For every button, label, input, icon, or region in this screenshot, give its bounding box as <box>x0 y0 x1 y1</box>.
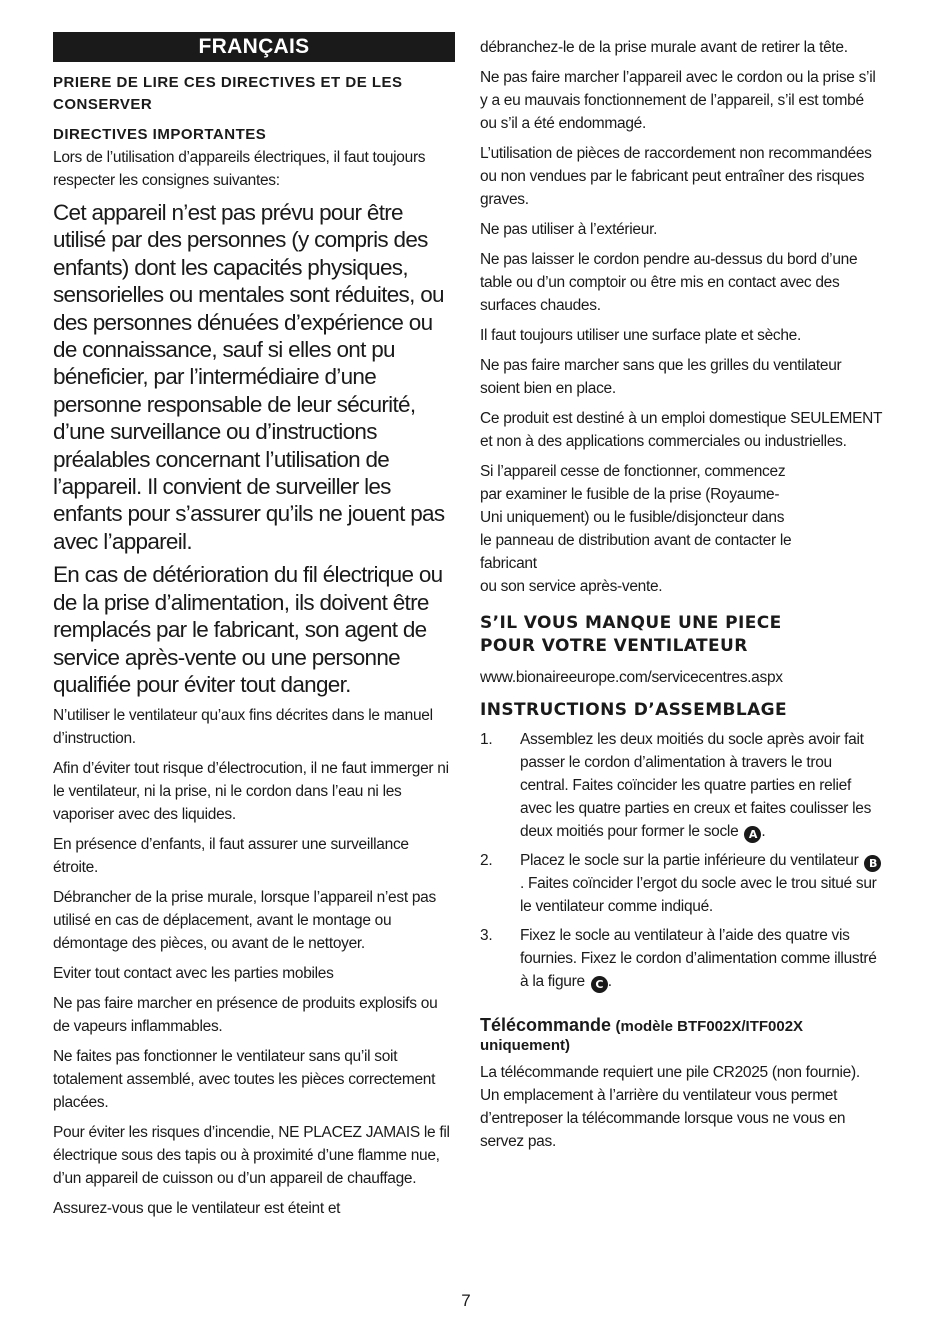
read-instructions-heading: PRIERE DE LIRE CES DIRECTIVES ET DE LES CONSERVER <box>53 74 403 113</box>
service-website-link[interactable]: www.bionaireeurope.com/servicecentres.aspx <box>480 669 783 686</box>
remote-heading: Télécommande <box>480 1015 612 1035</box>
fuse-line: Si l’appareil cesse de fonctionner, commencez <box>480 463 786 480</box>
important-directives-heading: DIRECTIVES IMPORTANTES <box>53 126 267 143</box>
right-column <box>480 36 882 1160</box>
safety-paragraph: L’utilisation de pièces de raccordement non recommandées ou non vendues par le fabricant peut entraîner des risques graves. <box>480 145 872 208</box>
safety-paragraph: Ne pas utiliser à l’extérieur. <box>480 221 658 238</box>
remote-heading-block <box>480 1013 882 1055</box>
missing-part-heading-line2: POUR VOTRE VENTILATEUR <box>480 636 748 656</box>
intro-paragraph: Lors de l’utilisation d’appareils électriques, il faut toujours respecter les consignes suivantes: <box>53 149 426 189</box>
warning-paragraph-cord: En cas de détérioration du fil électrique ou de la prise d’alimentation, ils doivent être remplacés par le fabricant, son agent de service après-vente ou une personne qualifiée pour éviter tout danger. <box>53 562 443 697</box>
fuse-line: Uni uniquement) ou le fusible/disjoncteur dans <box>480 509 785 526</box>
safety-paragraph: N’utiliser le ventilateur qu’aux fins décrites dans le manuel d’instruction. <box>53 707 433 748</box>
step-text: Placez le socle sur la partie inférieure du ventilateur <box>520 852 859 869</box>
fuse-line: fabricant <box>480 555 537 572</box>
remote-subheading: (modèle BTF002X/ITF002X uniquement) <box>480 1018 804 1054</box>
assembly-step <box>480 728 882 843</box>
figure-b-badge-icon: B <box>864 855 881 872</box>
safety-paragraph: Assurez-vous que le ventilateur est éteint et <box>53 1200 341 1218</box>
step-number: 3. <box>480 927 493 944</box>
step-text-end: . Faites coïncider l’ergot du socle avec le trou situé sur le ventilateur comme indiqué. <box>520 875 877 915</box>
safety-paragraph: Pour éviter les risques d’incendie, NE PLACEZ JAMAIS le fil électrique sous des tapis ou à proximité d’une flamme nue, d’un appareil de cuisson ou d’un appareil de chauffage. <box>53 1124 450 1188</box>
safety-paragraph: Il faut toujours utiliser une surface plate et sèche. <box>480 327 801 344</box>
assembly-steps <box>480 728 882 993</box>
safety-paragraph: Ne pas faire marcher en présence de produits explosifs ou de vapeurs inflammables. <box>53 995 438 1036</box>
warning-paragraph-capacity: Cet appareil n’est pas prévu pour être utilisé par des personnes (y compris des enfants) dont les capacités physiques, sensorielles ou mentales sont réduites, ou des personnes dénuées d’expérience ou de connaissance, sauf si elles ont pu béneficier, par l’intermédiaire d’une personne responsable de leur sécurité, d’une surveillance ou d’instructions préalables concernant l’utilisation de l’appareil. Il convient de surveiller les enfants pour s’assurer qu’ils ne jouent pas avec l’appareil. <box>53 200 445 554</box>
left-column <box>53 32 455 1227</box>
safety-paragraph: Ne pas faire marcher l’appareil avec le cordon ou la prise s’il y a eu mauvais fonctionnement de l’appareil, s’il est tombé ou s’il a été endommagé. <box>480 69 876 132</box>
fuse-line: ou son service après-vente. <box>480 578 663 595</box>
fuse-paragraph <box>480 460 882 598</box>
step-text-end: . <box>607 973 612 990</box>
step-text: Fixez le socle au ventilateur à l’aide des quatre vis fournies. Fixez le cordon d’alimentation comme illustré à la figure <box>520 927 877 990</box>
figure-c-badge-icon: C <box>591 976 608 993</box>
safety-paragraph: débranchez-le de la prise murale avant de retirer la tête. <box>480 39 848 56</box>
safety-paragraph: Ce produit est destiné à un emploi domestique SEULEMENT et non à des applications commerciales ou industrielles. <box>480 410 882 450</box>
figure-a-badge-icon: A <box>744 826 761 843</box>
remote-paragraph: La télécommande requiert une pile CR2025 (non fournie). Un emplacement à l’arrière du ventilateur vous permet d’entreposer la télécommande lorsque vous ne vous en servez pas. <box>480 1064 860 1150</box>
safety-paragraph: Ne faites pas fonctionner le ventilateur sans qu’il soit totalement assemblé, avec toutes les pièces correctement placées. <box>53 1048 436 1112</box>
safety-paragraph: Afin d’éviter tout risque d’électrocution, il ne faut immerger ni le ventilateur, ni la prise, ni le cordon dans l’eau ni les vaporiser avec des liquides. <box>53 760 449 824</box>
assembly-step <box>480 849 882 918</box>
page-number: 7 <box>461 1291 471 1310</box>
step-text-end: . <box>761 823 766 840</box>
assembly-step <box>480 924 882 993</box>
assembly-heading: INSTRUCTIONS D’ASSEMBLAGE <box>480 700 788 720</box>
language-header: FRANÇAIS <box>53 32 455 62</box>
missing-part-heading: S’IL VOUS MANQUE UNE PIECE <box>480 613 782 633</box>
safety-paragraph: En présence d’enfants, il faut assurer une surveillance étroite. <box>53 836 409 877</box>
fuse-line: par examiner le fusible de la prise (Royaume- <box>480 486 780 503</box>
step-number: 2. <box>480 852 493 869</box>
safety-paragraph: Ne pas laisser le cordon pendre au-dessus du bord d’une table ou d’un comptoir ou être mis en contact avec des surfaces chaudes. <box>480 251 858 314</box>
step-text: Assemblez les deux moitiés du socle après avoir fait passer le cordon d’alimentation à travers le trou central. Faites coïncider les quatre parties en relief avec les quatre parties en creux et faites coulisser les deux moitiés pour former le socle <box>520 731 872 840</box>
step-number: 1. <box>480 731 493 748</box>
safety-paragraph: Eviter tout contact avec les parties mobiles <box>53 965 334 983</box>
fuse-line: le panneau de distribution avant de contacter le <box>480 532 792 549</box>
safety-paragraph: Ne pas faire marcher sans que les grilles du ventilateur soient bien en place. <box>480 357 842 397</box>
safety-paragraph: Débrancher de la prise murale, lorsque l’appareil n’est pas utilisé en cas de déplacement, avant le montage ou démontage des pièces, ou avant de le nettoyer. <box>53 889 436 953</box>
